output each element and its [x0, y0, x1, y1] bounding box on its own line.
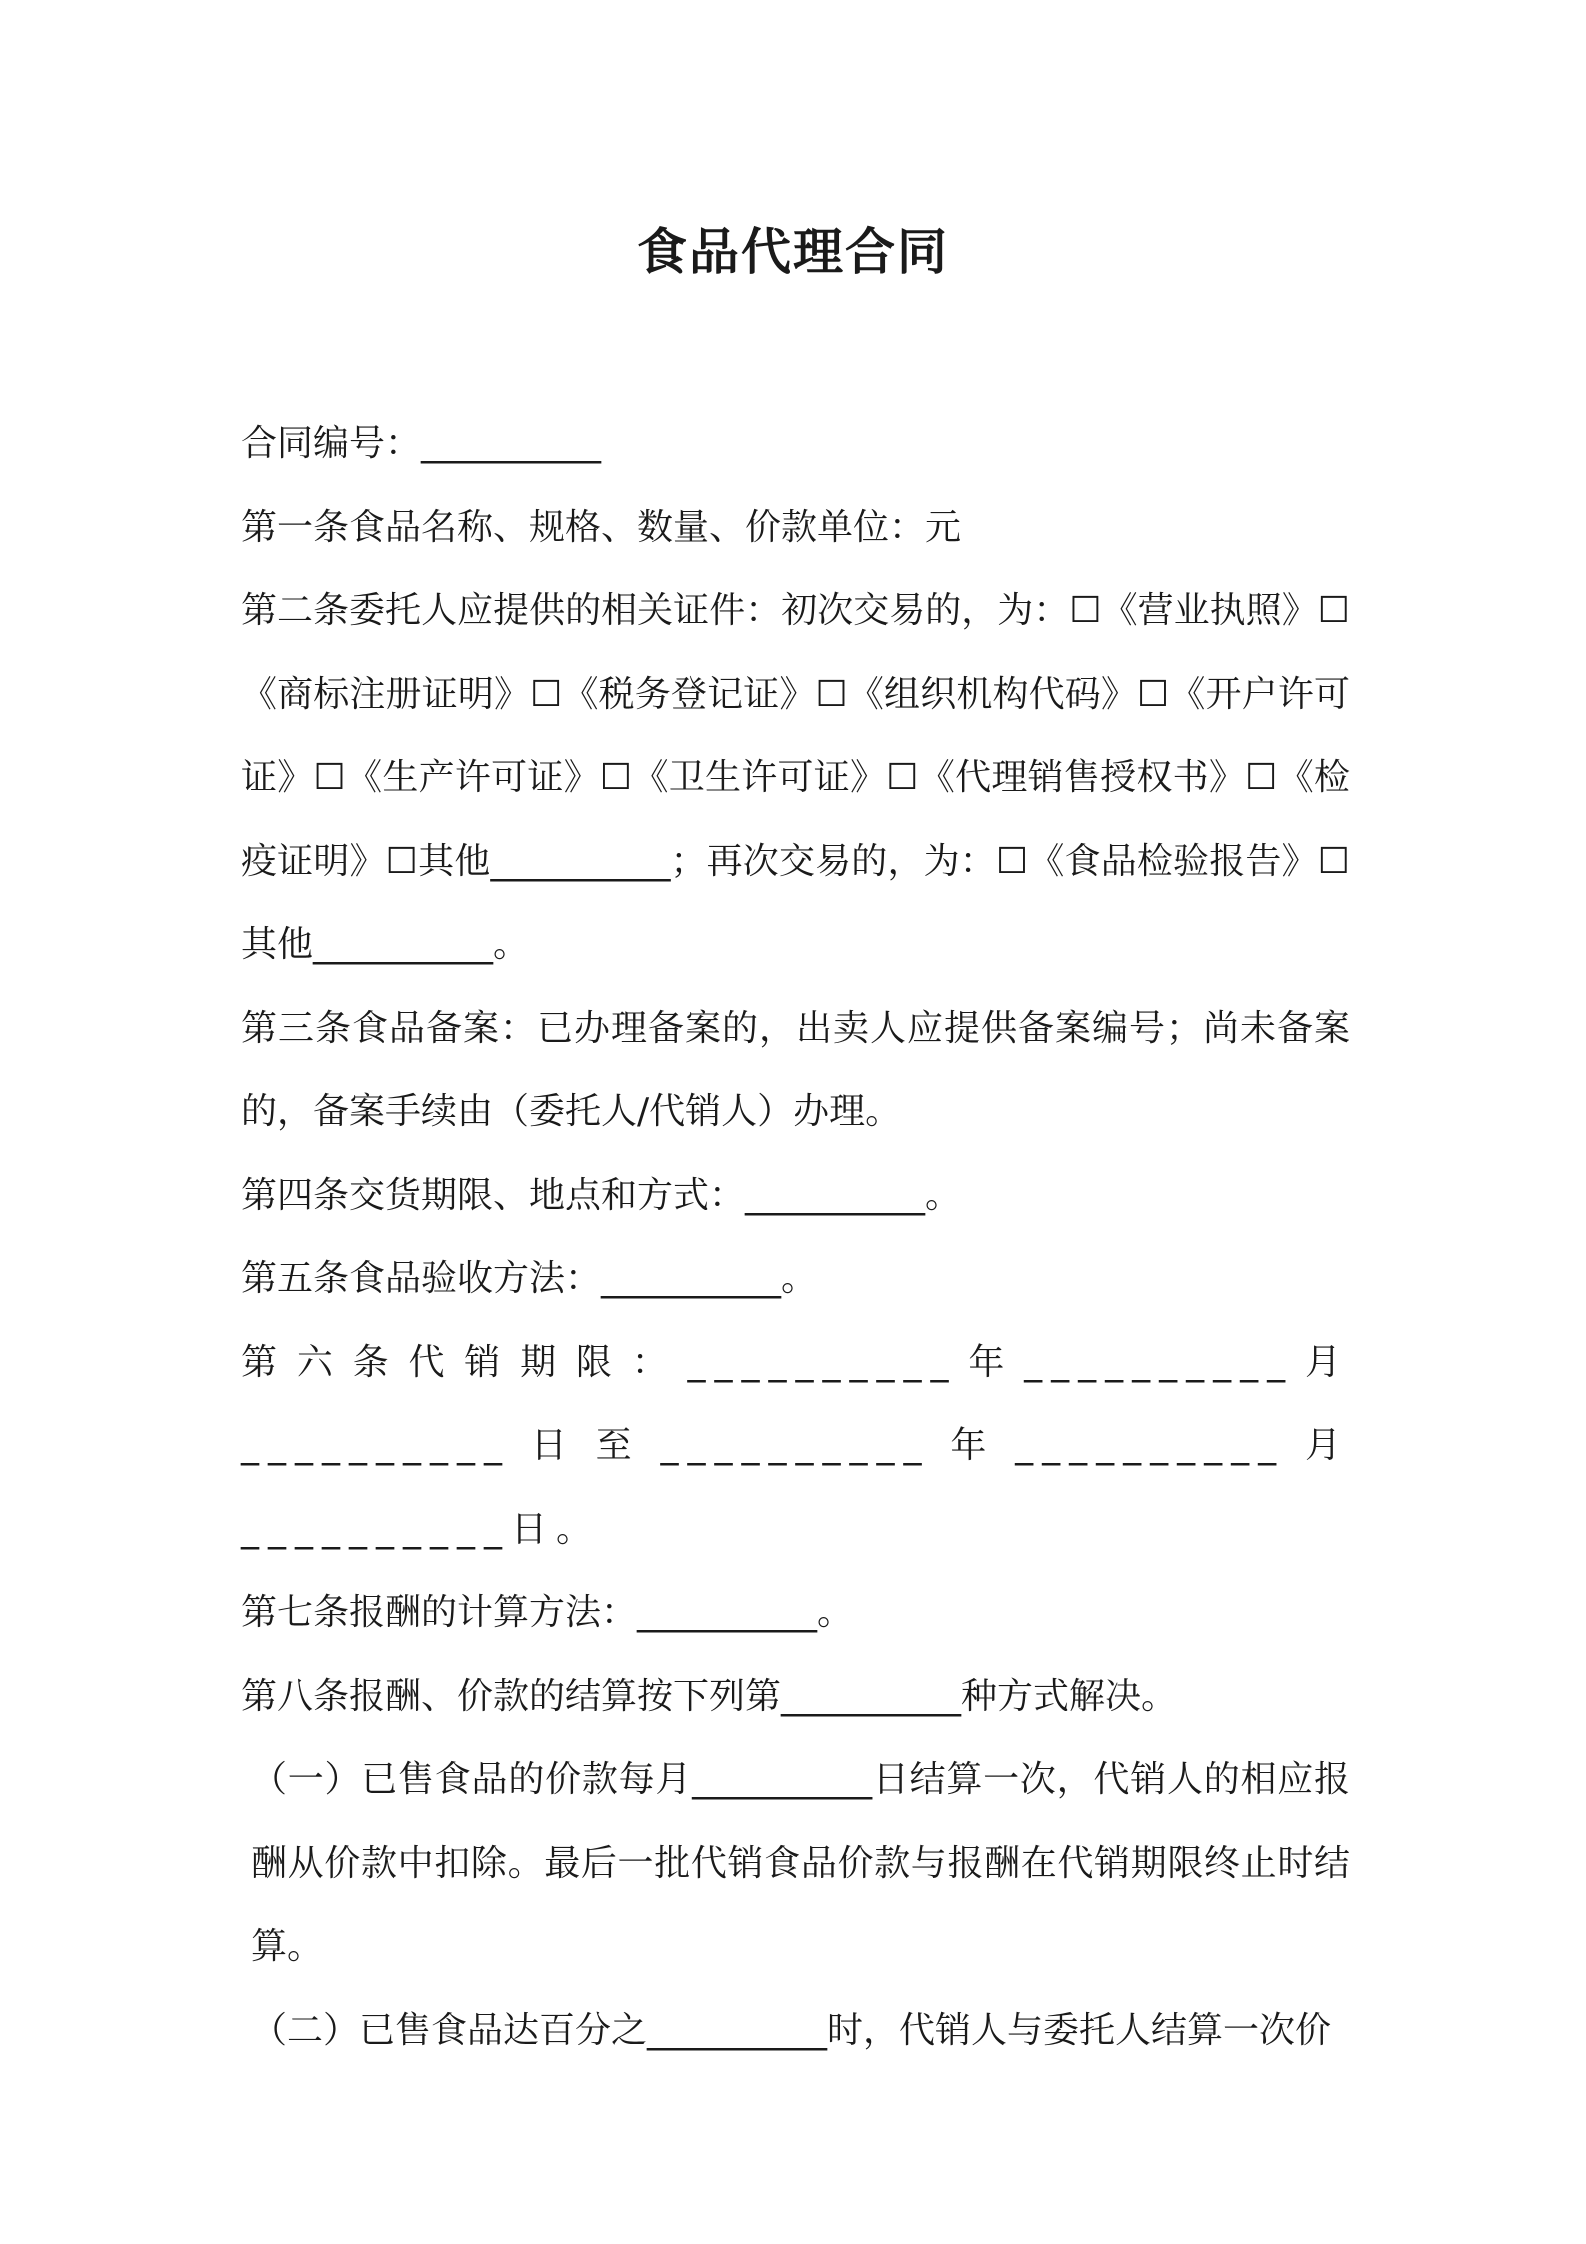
document-body	[241, 402, 1350, 2072]
contract-number-line: 合同编号：__________	[241, 423, 602, 464]
article-4: 第四条交货期限、地点和方式：__________。	[241, 1174, 962, 1216]
article-8-clause-1: （一）已售食品的价款每月__________日结算一次，代销人的相应报酬从价款中扣除。最后一批代销食品价款与报酬在代销期限终止时结算。	[251, 1759, 1350, 1967]
article-5: 第五条食品验收方法：__________。	[241, 1258, 818, 1299]
article-6: 第六条代销期限：__________年__________月__________日至__________年__________月__________日。	[241, 1341, 1351, 1550]
document-title: 食品代理合同	[637, 223, 949, 281]
article-2: 第二条委托人应提供的相关证件：初次交易的，为：☐《营业执照》☐《商标注册证明》☐《税务登记证》☐《组织机构代码》☐《开户许可证》☐《生产许可证》☐《卫生许可证》☐《代理销售授权书》☐《检疫证明》☐其他__________；再次交易的，为：☐《食品检验报告》☐其他__________。	[241, 590, 1350, 965]
article-3: 第三条食品备案：已办理备案的，出卖人应提供备案编号；尚未备案的，备案手续由（委托人/代销人）办理。	[241, 1007, 1350, 1132]
article-8: 第八条报酬、价款的结算按下列第__________种方式解决。	[241, 1675, 1178, 1717]
article-8-clause-2: （二）已售食品达百分之__________时，代销人与委托人结算一次价	[251, 2009, 1332, 2051]
article-7: 第七条报酬的计算方法：__________。	[241, 1592, 854, 1633]
article-1: 第一条食品名称、规格、数量、价款单位：元	[241, 506, 962, 548]
